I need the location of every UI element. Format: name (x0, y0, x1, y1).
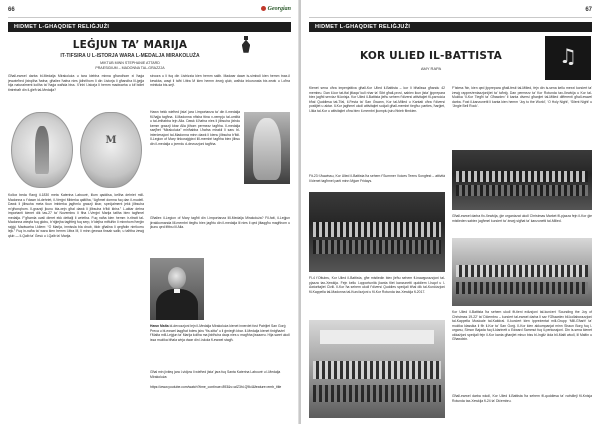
page-number-right: 67 (585, 7, 592, 13)
miraculous-medal-front-image (11, 112, 73, 188)
byline-praesidium: PRAESIDIUM – MADONNA TAL-GRAZZJA (95, 66, 165, 70)
byline-author: MIKTUB MINN STEPHANIE ATTARD (100, 61, 160, 65)
priest-caption-lead: Hawn Malta (150, 324, 169, 328)
miraculous-medal-back-image: M (80, 112, 142, 188)
choir-byline: AMY RAPA (420, 66, 442, 71)
christmas-market-photo (452, 150, 592, 210)
choir-intro-paragraph: Kienet sena oħra impenjattiva għall-Kor Ulied il-Battista – kor li bħalissa għandu 42 membru. Dan il-kor tat-tfal jitlaqa’ kull nhar ta’ Sibt għall-provi, sabiex ikun jista’ jipprepara biex jagħti servizz fil-knisja. Kor Ulied il-Battista jieħu sehem f’diversi attivitajiet fil-parroċċa bħal Quddiesa tat-Tfal, il-Festa ta’ San Ġwann, Kor tal-Milied u Kantati oħra f’diversi postijiet u aktar. Il-Kor jagħmel ukoll attivitajiet soċjali għall-membri tiegħu: parties, ħarġiet, l-Ikla tal-Kor u attivitajiet oħra biex il-membri jkomplu jsiru ħbieb flimkien. (309, 86, 445, 113)
music-note-icon: ♫ (559, 43, 577, 68)
logo-mark-icon (261, 6, 266, 11)
history-paragraph: Kollox beda f’lanġ il-1830 meta Katerina Labouré, illum qaddisa, kellha dehriet mill-Madonna u f’dawn id-dehriet, il-Verġni Mbierka qaltilha, “Agħmel domna fuq dan il-mudell. Dawk li jilbsuha meta tkun imbierka jagħmlu grazzji kbar, speċjalment jekk jilbsuha m’għonqhom. Il-grazzji jkunu bla-xejn għal dawk li jilbsuha b’fidi kbira.” L-aktar dehra importanti kienet dik tas-27 ta’ Novembru li fiha l-Verġni Marija tatlha biex tagħmel medalja. F’għamla ovali dieret ekk dettalji li wrietha. Fuq naħa kien hemm ir-ritratt tal-Madonna wieqfa fuq globu, b’riġlejha tagħfeġ fuq serp, b’idejha miftuħin li minnhom ħerġin raġġi. Madwarha l-kliem: “O Marija, imnissla bla dnub, itlob għalina li qegħdin nirrikorru lejk.” Fuq in-naħa ta’ wara kien hemm l-ittra M, li minn ġewwa tinsab salib, u taħtha żewġ qlub — il-Qalb ta’ Ġesù u l-Qalb ta’ Marija. (8, 193, 144, 238)
left-page (0, 0, 299, 424)
priest-caption (150, 324, 290, 364)
article-headline: LEĠJUN TA’ MARIJA (72, 39, 188, 51)
concert-photo (452, 238, 592, 306)
top-bar-right (309, 6, 592, 18)
logo-text: Georgian (267, 6, 291, 12)
symbols-paragraph: stroora u li fuq din l-istrizzia kien hemm salib. Madwar dawn is-simboli kien hemm tnax-il kewkba, waqt li taħt l-ittra M kien hemm żewġ qlub, waħda inkurunata bix-xewk u l-oħra minfuda bis-sejf. (150, 74, 290, 87)
intro-paragraph: Għall-ewwel darba bl-Medalja Mirakoluża u tara kiebha minna għandhom xi ħaġa jewwieħed jixirqilha ħafna; għaliex ħafna nies jidhrilhom li din l-istorja li għandha lil-ġejja hija naturalment kollha ta’ ħaġa waħda biss. X’inhi l-istorja li hemm madwarha u kif bdiet tintrebaħ din il-ġieħ tal-Medalja? (8, 74, 144, 92)
video-intro-text: Għal min jixtieq jara l-vidjow li wieħed jista’ jara fuq Santa Katerina Labouré u l-Medalja Mirakoluża: (150, 370, 281, 379)
page-number: 66 (8, 7, 15, 13)
priest-caption-text: id-devozzjoni lejn il-Medalja Mirakoluża kienet inxerdet fost Patrijiet San Ġorġ Preca u bl-ewwel laqgħat bdew jsiru “fis-sitta” u li ġmiegħ kbar. Il-Medalja kienet tintgħażel f’Malta mill-Leġjun ta’ Marija kollha ma jixbħuha daqs nies u magħha jissawru. Hija saret ukoll issa mużika bħala wirja dwar din l-iskola fl-ewwel stagħ. (150, 324, 290, 342)
songfest-choir-photo (309, 192, 445, 272)
section-band-right: HIDMET L-GHAQDIET RELIĠJUŻI (309, 22, 592, 32)
virgin-mary-statue-image (244, 112, 290, 184)
video-link[interactable]: https://www.youtube.com/watch?time_continue=893&v=aIZ3hl-Q9k4&feature=emb_title (150, 385, 282, 389)
publication-logo (261, 6, 291, 12)
choir-logo-image (545, 36, 591, 80)
legion-paragraph: Għaliex il-Legion of Mary tagħti din l-importanza lill-Medalja Mirakoluża? Fil-fatt, il-Leġjun jirrakkomanda lill-membri tiegħu biex jagħtu din il-medalja lil nies li qed jiltaqgħu magħhom u jkunu qed ifittxu lil Alla. (150, 216, 290, 229)
concert-paragraph: Kor Ulied il-Battista ħa sehem ukoll fit-tieni edizzjoni tal-kunċert ‘Sounding the Joy of Christmas 19-22’ ta’ Diċembru – kunċert tal-ewwel darba li sar f’Għawdex bil-kollaborazzjoni tal-Kappella Musicale tal-Katidral. Il-kunċert kien ippreżentat mill-Grupp ‘Mill-Għarb’ ta’ mużika klassika li fih il-Kor ta’ San Ġorġ. Il-Kor kien akkumpanjat minn Shaun Borg fuq l-organu, Simon Bajada fuq il-klarinett u Edward Sammut fuq il-perkussjoni. Din is-sena kienet okkażjoni speċjali fejn il-Kor kanta għanjiet mhux biss bl-Ingliż iżda bil-Malti wkoll, lil Maltin u Għawdxin. (452, 310, 592, 341)
christmas-preparation-paragraph: F’istess ħin, kien qed jipprepara għall-festi tal-Milied, fejn din is-sena kellu mexxi konċert ta’ żewġ rappreżentazzjonijiet ta’ taħriġ. Dan permezz ta’ Kor Rotunda tax-Xewkija u Kor tal-Mużika ‘Il-Kor Tiegħi ta’ Għawdex’ li kanta diversi għanjiet tal-Milied differenti għall-ewwel darba. Fost il-kanzunetti li kanta kien hemm ‘Joy to the World’, ‘O Holy Night’, ‘Silent Night’ u ‘Jingle Bell Rock’. (452, 86, 592, 108)
top-bar (8, 6, 291, 18)
importance-paragraph: Hawn hekk wieħed jista’ jara l-importanza ta’ din il-medalja fil-ħajja tagħna. Il-Madonna nfisha ttina x-xempju tal-umiltà u tal-imħabba lejn Alla. Dawk il-ħafna nies li jilbsuha jixhdu kemm grazzji kbar Alla jtihom permezz tagħha. Il-medalja ssejħet “Mirakoluża” minħabba l-ħafna mirakli li saru bl-interċessjoni tal-Madonna minn dawk li kienu jilbsuha b’fidi. Il-Legion of Mary tinkoraġġixxi lill-membri tagħha biex jilbsu din il-medalja u jxerrdu d-devozzjoni tagħha. (150, 110, 240, 146)
article-subheadline: IT-TIFSIRA U L-ISTORJA WARA L-MEDALJA MIRAKOLUŻA (60, 53, 200, 59)
christmas-market-paragraph: Għall-ewwel darba fix-Xewkija, ġie organizzat ukoll Christmas Market fil-pjazza fejn il-Kor ġie mistieden sabiex jagħmel kunċert ta’ żewġ sigħat ta’ kanzunetti tal-Milied. (452, 214, 592, 223)
midnight-mass-paragraph: Għall-ewwel darba wkoll, Kor Ulied il-Battista ħa sehem fil-quddiesa ta’ nofsillejl fil-Knisja Rotunda tax-Xewkija fl-24 ta’ Diċembru. (452, 394, 592, 403)
right-page (301, 0, 600, 424)
section-band: HIDMET L-GHAQDIET RELIĠJUŻI (8, 22, 291, 32)
priest-portrait-image (150, 258, 204, 320)
choir-headline: KOR ULIED IL-BATTISTA (360, 50, 502, 62)
songfest-paragraph: Fit-23 t’Awwissu, Kor Ulied il-Battista ħa sehem f’Summer Voices Teens Songfest – attività li kienet tagħmel parti minn Mġarr Fridays. (309, 174, 445, 183)
inauguration-paragraph: Fl-4 t’Ottubru, Kor Ulied il-Battista, għe mistiedin biex jieħu sehem fl-inawgurazzjoni tal-pjazza tax-Xewkija. Fejn kellu l-opportunità jkanta tliet kanzunetti quddiem l-Isqof u l-Awtoritajiet Ċivili. Il-Kor ħa sehem ukoll f’diversi Quddies speċjali bħal dik tal-Kunċizzjoni fil-Kappella tal-Madonna tal-Kunċizzjoni u fil-Kor Rotunda tax-Xewkija fl-2017. (309, 276, 445, 294)
church-choir-photo (309, 320, 445, 418)
